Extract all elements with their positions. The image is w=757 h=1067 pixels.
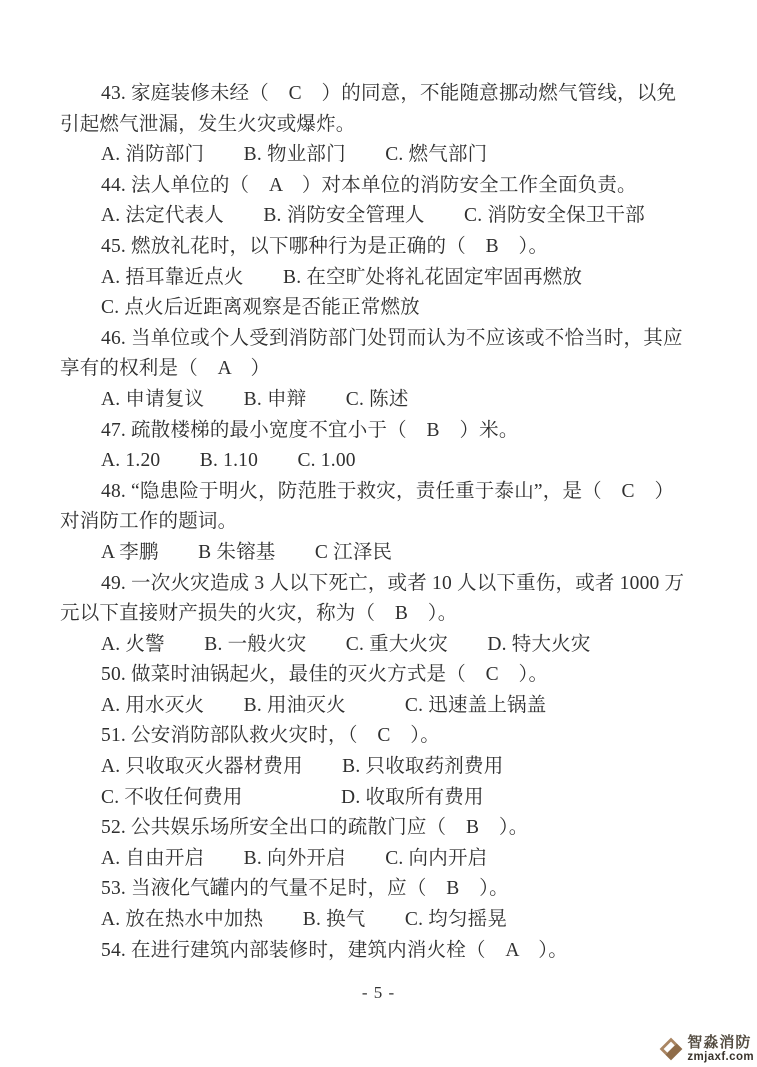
brand-name: 智淼消防 [687, 1034, 752, 1052]
question-text-block [60, 79, 705, 966]
text-line: 45. 燃放礼花时，以下哪种行为是正确的（ B ）。 [101, 235, 549, 257]
text-line: 50. 做菜时油锅起火，最佳的灭火方式是（ C ）。 [101, 664, 549, 686]
text-line: A. 火警 B. 一般火灾 C. 重大火灾 D. 特大火灾 [101, 633, 591, 655]
brand-text-group [687, 1035, 754, 1063]
text-line: 对消防工作的题词。 [60, 511, 238, 533]
text-line: 44. 法人单位的（ A ）对本单位的消防安全工作全面负责。 [101, 174, 637, 196]
text-line: 引起燃气泄漏，发生火灾或爆炸。 [60, 113, 356, 135]
text-line: 49. 一次火灾造成 3 人以下死亡，或者 10 人以下重伤，或者 1000 万 [101, 572, 685, 594]
text-line: A. 消防部门 B. 物业部门 C. 燃气部门 [101, 144, 488, 166]
page-number: - 5 - [361, 983, 396, 1002]
text-line: 47. 疏散楼梯的最小宽度不宜小于（ B ）米。 [101, 419, 519, 441]
text-line: A. 捂耳靠近点火 B. 在空旷处将礼花固定牢固再燃放 [101, 266, 583, 288]
text-line: A. 申请复议 B. 申辩 C. 陈述 [101, 388, 409, 410]
text-line: 元以下直接财产损失的火灾，称为（ B ）。 [60, 603, 458, 625]
text-line: 享有的权利是（ A ） [60, 358, 271, 380]
text-line: 52. 公共娱乐场所安全出口的疏散门应（ B ）。 [101, 817, 529, 839]
text-line: 51. 公安消防部队救火灾时，（ C ）。 [101, 725, 440, 747]
text-line: A. 放在热水中加热 B. 换气 C. 均匀摇晃 [101, 909, 508, 931]
text-line: 43. 家庭装修未经（ C ）的同意，不能随意挪动燃气管线，以免 [101, 83, 677, 104]
text-line: A. 用水灭火 B. 用油灭火 C. 迅速盖上锅盖 [101, 694, 547, 716]
text-line: 46. 当单位或个人受到消防部门处罚而认为不应该或不恰当时，其应 [101, 327, 683, 349]
diamond-z-logo-icon [658, 1036, 684, 1062]
text-line: A. 1.20 B. 1.10 C. 1.00 [101, 450, 356, 472]
text-line: 53. 当液化气罐内的气量不足时，应（ B ）。 [101, 878, 509, 900]
text-line: A. 自由开启 B. 向外开启 C. 向内开启 [101, 847, 488, 869]
text-line: 48. “隐患险于明火，防范胜于救灾，责任重于泰山”，是（ C ） [101, 480, 675, 502]
text-line: A 李鹏 B 朱镕基 C 江泽民 [101, 541, 393, 563]
text-line: A. 法定代表人 B. 消防安全管理人 C. 消防安全保卫干部 [101, 205, 645, 227]
text-line: C. 不收任何费用 D. 收取所有费用 [101, 786, 484, 808]
text-line: C. 点火后近距离观察是否能正常燃放 [101, 297, 420, 319]
text-line: 54. 在进行建筑内部装修时，建筑内消火栓（ A ）。 [101, 939, 568, 961]
brand-domain: zmjaxf.com [687, 1050, 754, 1063]
brand-watermark [658, 1035, 754, 1063]
text-line: A. 只收取灭火器材费用 B. 只收取药剂费用 [101, 756, 504, 778]
